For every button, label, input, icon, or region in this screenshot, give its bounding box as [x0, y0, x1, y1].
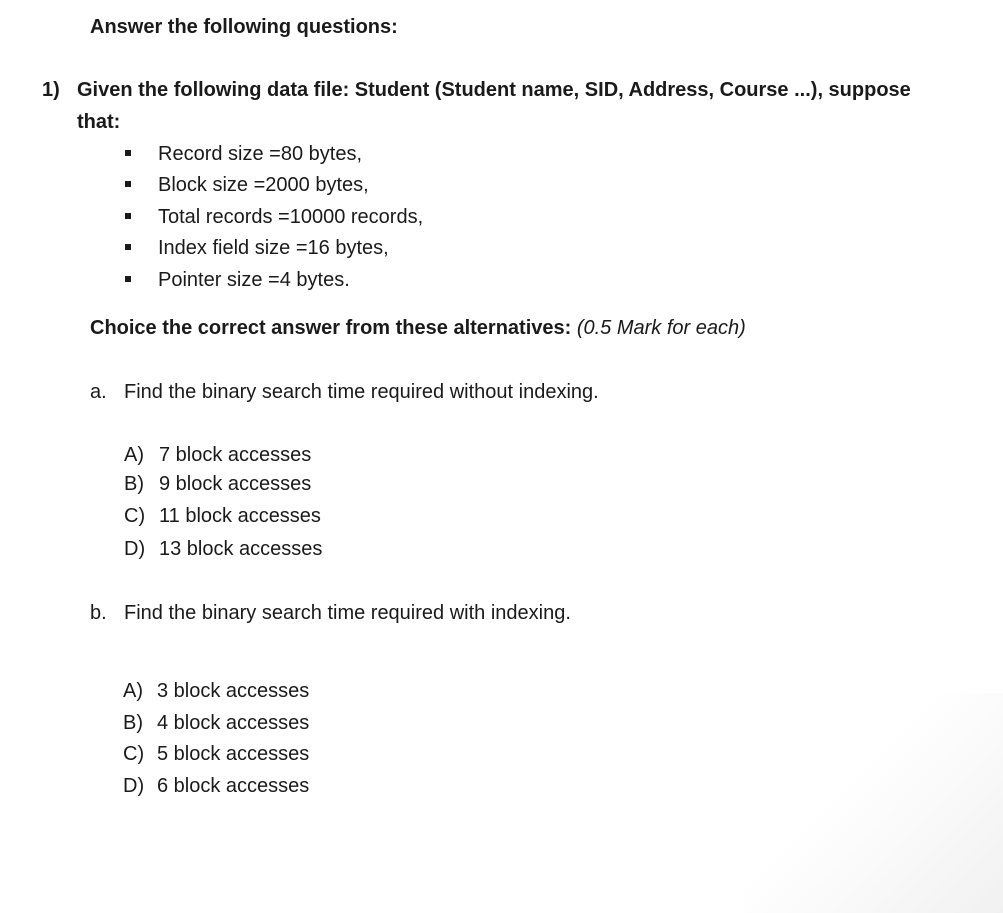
fact-item: Total records =10000 records,: [158, 206, 424, 228]
part-b-letter: b.: [90, 602, 107, 624]
square-bullet-icon: [125, 213, 131, 219]
question-prompt-line1: Given the following data file: Student (Student name, SID, Address, Course ...), suppose: [77, 79, 911, 101]
question-prompt-line2: that:: [77, 111, 121, 133]
instruction-text: Choice the correct answer from these alternatives:: [90, 317, 572, 339]
square-bullet-icon: [125, 181, 131, 187]
option-text: 3 block accesses: [157, 680, 310, 702]
fact-item: Pointer size =4 bytes.: [158, 269, 350, 291]
option-label: C): [123, 743, 145, 765]
option-label: A): [124, 444, 144, 466]
option-label: D): [123, 775, 145, 797]
fact-item: Block size =2000 bytes,: [158, 174, 369, 196]
square-bullet-icon: [125, 244, 131, 250]
option-label: A): [123, 680, 143, 702]
fact-item: Record size =80 bytes,: [158, 143, 362, 165]
page-shadow: [743, 693, 1003, 913]
option-label: D): [124, 538, 146, 560]
option-text: 9 block accesses: [159, 473, 312, 495]
option-label: B): [124, 473, 144, 495]
option-label: C): [124, 505, 146, 527]
option-text: 6 block accesses: [157, 775, 310, 797]
option-label: B): [123, 712, 143, 734]
option-text: 11 block accesses: [159, 505, 321, 527]
option-text: 7 block accesses: [159, 444, 312, 466]
part-b-text: Find the binary search time required with indexing.: [124, 602, 571, 624]
page-heading: Answer the following questions:: [90, 16, 398, 38]
option-text: 5 block accesses: [157, 743, 310, 765]
option-text: 4 block accesses: [157, 712, 310, 734]
square-bullet-icon: [125, 276, 131, 282]
square-bullet-icon: [125, 150, 131, 156]
marks-note: (0.5 Mark for each): [576, 317, 746, 339]
part-a-text: Find the binary search time required without indexing.: [124, 381, 599, 403]
question-number: 1): [42, 79, 60, 101]
part-a-letter: a.: [90, 381, 107, 403]
option-text: 13 block accesses: [159, 538, 323, 560]
fact-item: Index field size =16 bytes,: [158, 237, 389, 259]
instruction-line: [90, 316, 746, 340]
